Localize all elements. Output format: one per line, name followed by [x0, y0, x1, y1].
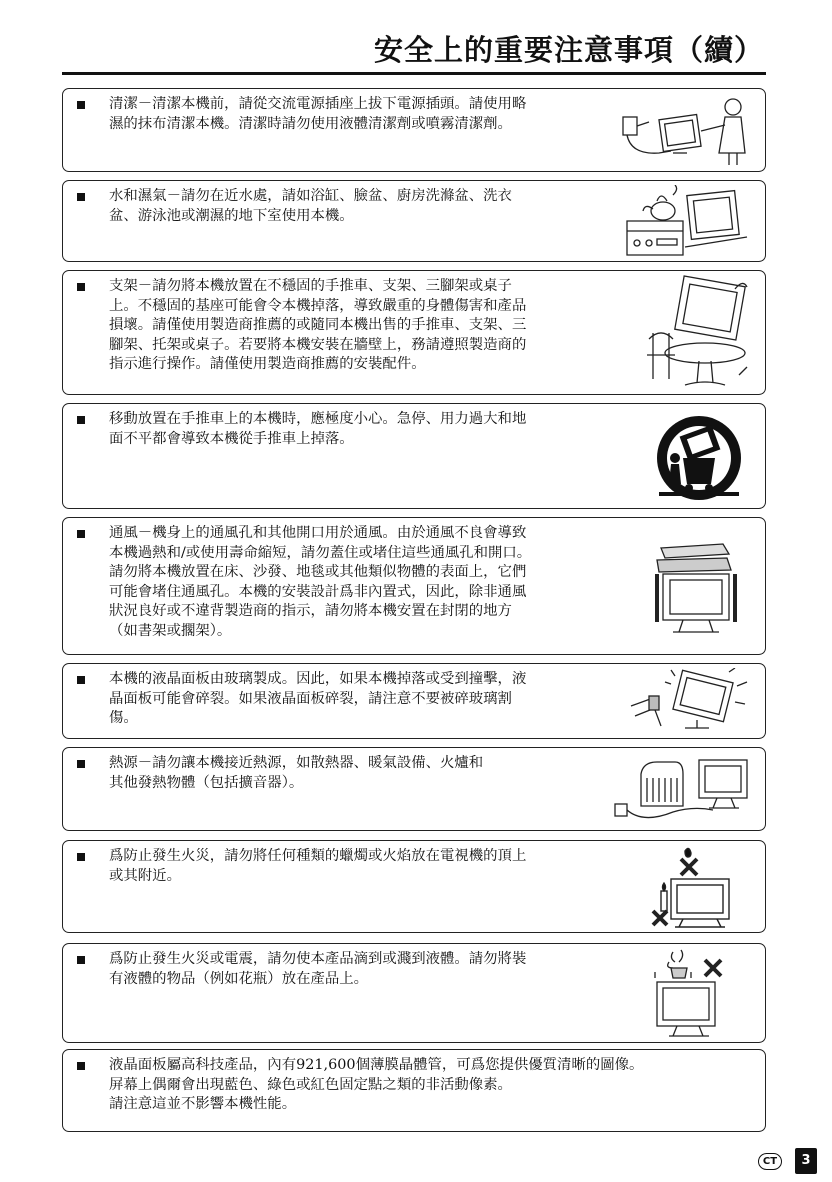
- notice-text: 本機的液晶面板由玻璃製成。因此，如果本機掉落或受到撞擊，液 晶面板可能會碎裂。如果液晶面板碎裂，請注意不要被碎玻璃割 傷。: [109, 671, 527, 726]
- heat-source-illustration-icon: [613, 754, 751, 826]
- notice-cart: [62, 403, 766, 509]
- notice-text: 爲防止發生火災或電震，請勿使本產品滴到或濺到液體。請勿將裝 有液體的物品（例如花瓶）放在產品上。: [109, 951, 527, 987]
- cart-tipover-warning-icon: [653, 412, 745, 504]
- notice-water: [62, 180, 766, 262]
- notice-text: 爲防止發生火災，請勿將任何種類的蠟燭或火焰放在電視機的頂上 或其附近。: [109, 848, 527, 884]
- water-moisture-illustration-icon: [623, 185, 751, 257]
- notice-text: 水和濕氣－請勿在近水處，請如浴缸、臉盆、廚房洗滌盆、洗衣 盆、游泳池或潮濕的地下室使用本機。: [109, 188, 512, 224]
- bullet-marker: [77, 530, 85, 538]
- notice-glass-panel: [62, 663, 766, 739]
- bullet-marker: [77, 853, 85, 861]
- title-rule: [62, 72, 766, 75]
- bullet-marker: [77, 283, 85, 291]
- notice-liquid: [62, 943, 766, 1043]
- page-number: 3: [795, 1148, 817, 1174]
- vase-warning-illustration-icon: [647, 948, 735, 1040]
- bullet-marker: [77, 1062, 85, 1070]
- notice-text: 熱源－請勿讓本機接近熱源，如散熱器、暖氣設備、火爐和 其他發熱物體（包括擴音器）。: [109, 755, 484, 791]
- notice-text: 液晶面板屬高科技產品，內有921,600個薄膜晶體管，可爲您提供優質清晰的圖像。 屏幕上偶爾會出現藍色、綠色或紅色固定點之類的非活動像素。 請注意這並不影響本機性能。: [109, 1057, 644, 1112]
- notice-text: 支架－請勿將本機放置在不穩固的手推車、支架、三腳架或桌子 上。不穩固的基座可能會令本機掉落，導致嚴重的身體傷害和產品 損壞。請僅使用製造商推薦的或隨同本機出售的手推車、支架、三 腳架、托架或桌子。若要將本機安裝在牆壁上，務請遵照製造商的 指示進行操作。請僅使用製造商推薦的安裝配件。: [109, 278, 527, 372]
- notice-stand: [62, 270, 766, 395]
- unstable-stand-illustration-icon: [639, 275, 751, 391]
- notice-text: 清潔－清潔本機前，請從交流電源插座上拔下電源插頭。請使用略 濕的抹布清潔本機。清潔時請勿使用液體清潔劑或噴霧清潔劑。: [109, 96, 527, 132]
- bullet-marker: [77, 101, 85, 109]
- notice-ventilation: [62, 517, 766, 655]
- page-title: 安全上的重要注意事項（續）: [373, 33, 764, 67]
- bullet-marker: [77, 676, 85, 684]
- notice-text: 通風－機身上的通風孔和其他開口用於通風。由於通風不良會導致 本機過熱和/或使用壽命縮短，請勿蓋住或堵住這些通風孔和開口。 請勿將本機放置在床、沙發、地毯或其他類似物體的表面上，它們 可能會堵住通風孔。本機的安裝設計爲非內置式，因此，除非通風 狀況良好或不違背製造商的指示，請勿將本機安置在封閉的地方 （如書架或擱架）。: [109, 525, 532, 639]
- bullet-marker: [77, 760, 85, 768]
- notice-heat: [62, 747, 766, 831]
- language-badge: CT: [758, 1153, 782, 1170]
- broken-glass-illustration-icon: [625, 668, 751, 736]
- notice-candle: [62, 840, 766, 933]
- bullet-marker: [77, 193, 85, 201]
- notice-cleaning: [62, 88, 766, 172]
- bullet-marker: [77, 956, 85, 964]
- notice-text: 移動放置在手推車上的本機時，應極度小心。急停、用力過大和地 面不平都會導致本機從手推車上掉落。: [109, 411, 527, 447]
- candle-warning-illustration-icon: [647, 847, 739, 931]
- cleaning-illustration-icon: [621, 95, 751, 167]
- ventilation-illustration-icon: [643, 540, 751, 640]
- bullet-marker: [77, 416, 85, 424]
- notice-lcd-pixels: [62, 1049, 766, 1132]
